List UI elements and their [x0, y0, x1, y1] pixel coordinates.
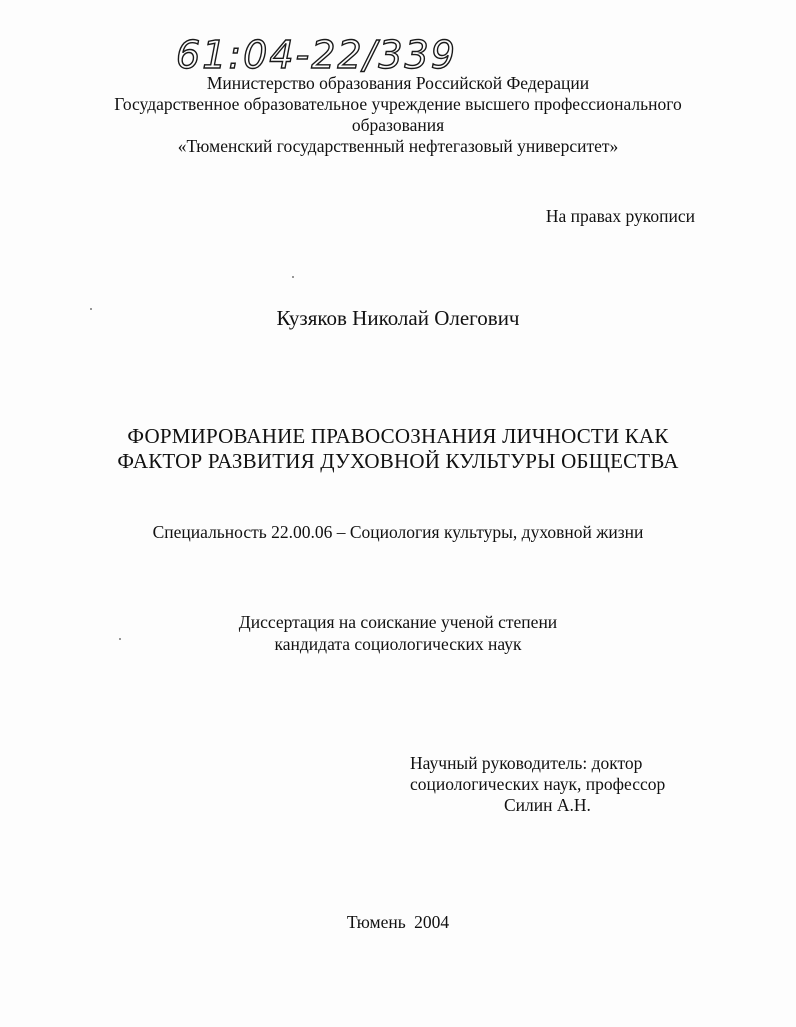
- title-line-2: ФАКТОР РАЗВИТИЯ ДУХОВНОЙ КУЛЬТУРЫ ОБЩЕСТВА: [117, 449, 679, 473]
- ministry-line-1: Министерство образования Российской Федерации: [206, 73, 590, 93]
- handwritten-number-text: 61:04-22/339: [176, 33, 457, 77]
- degree-line-2: кандидата социологических наук: [274, 634, 522, 654]
- supervisor-line-2: социологических наук, профессор: [410, 774, 666, 794]
- ministry-line-3: образования: [351, 115, 445, 135]
- rights-note: На правах рукописи: [545, 206, 695, 226]
- ministry-line-4: «Тюменский государственный нефтегазовый университет»: [177, 136, 619, 156]
- author-name: Кузяков Николай Олегович: [276, 306, 520, 330]
- ministry-header: [0, 73, 796, 157]
- ministry-line-2: Государственное образовательное учреждение высшего профессионального: [114, 94, 682, 114]
- city-year: Тюмень 2004: [346, 912, 450, 932]
- degree-line-1: Диссертация на соискание ученой степени: [238, 612, 558, 632]
- scan-speck: [90, 308, 92, 310]
- specialty-line: Специальность 22.00.06 – Социология культуры, духовной жизни: [152, 522, 644, 542]
- supervisor-block: [410, 753, 665, 816]
- supervisor-name: Силин А.Н.: [504, 795, 591, 815]
- title-line-1: ФОРМИРОВАНИЕ ПРАВОСОЗНАНИЯ ЛИЧНОСТИ КАК: [127, 424, 669, 448]
- dissertation-title: [0, 424, 796, 474]
- handwritten-number-drawing: [172, 30, 492, 78]
- supervisor-line-1: Научный руководитель: доктор: [410, 753, 643, 773]
- scan-speck: [119, 638, 121, 640]
- handwritten-archive-number: [172, 30, 492, 78]
- scan-speck: [292, 276, 294, 278]
- degree-statement: [0, 611, 796, 655]
